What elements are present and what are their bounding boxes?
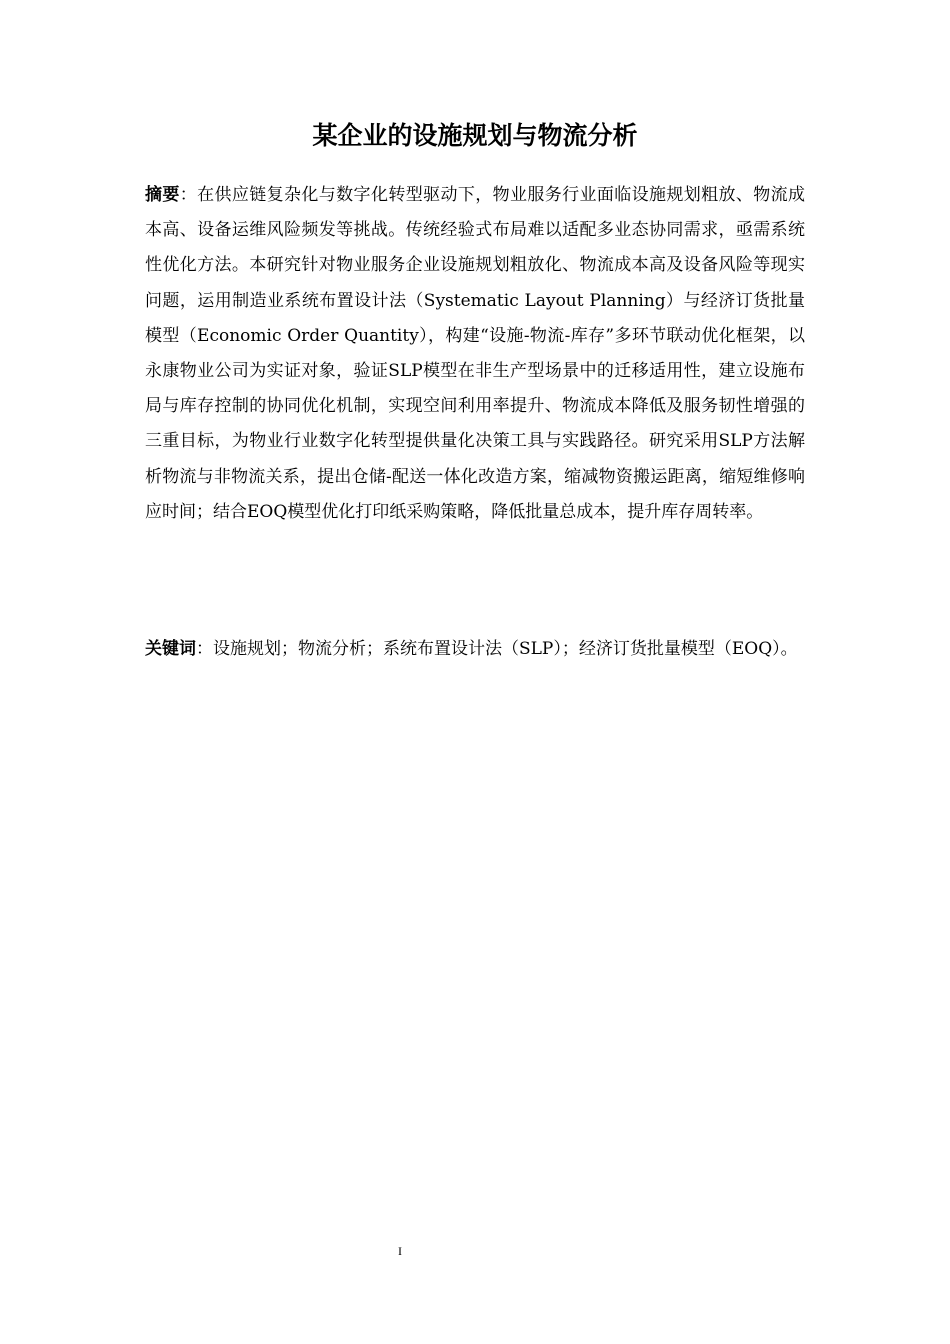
keywords-separator: ：	[196, 639, 213, 659]
keywords-label: 关键词	[145, 639, 196, 659]
abstract-label: 摘要	[145, 185, 180, 205]
abstract-text: 在供应链复杂化与数字化转型驱动下，物业服务行业面临设施规划粗放、物流成本高、设备运维风险频发等挑战。传统经验式布局难以适配多业态协同需求，亟需系统性优化方法。本研究针对物业服务企业设施规划粗放化、物流成本高及设备风险等现实问题，运用制造业系统布置设计法（Systematic Layout Planning）与经济订货批量模型（Economic Order Quantity），构建“设施-物流-库存”多环节联动优化框架，以永康物业公司为实证对象，验证SLP模型在非生产型场景中的迁移适用性，建立设施布局与库存控制的协同优化机制，实现空间利用率提升、物流成本降低及服务韧性增强的三重目标，为物业行业数字化转型提供量化决策工具与实践路径。研究采用SLP方法解析物流与非物流关系，提出仓储-配送一体化改造方案，缩减物资搬运距离，缩短维修响应时间；结合EOQ模型优化打印纸采购策略，降低批量总成本，提升库存周转率。	[145, 185, 806, 522]
document-title: 某企业的设施规划与物流分析	[312, 121, 638, 150]
page-number: I	[398, 1244, 402, 1258]
keywords-text: 设施规划；物流分析；系统布置设计法（SLP）；经济订货批量模型（EOQ）。	[213, 639, 798, 659]
abstract-separator: ：	[179, 185, 198, 205]
abstract-paragraph	[145, 178, 805, 530]
keywords-paragraph	[145, 632, 805, 667]
